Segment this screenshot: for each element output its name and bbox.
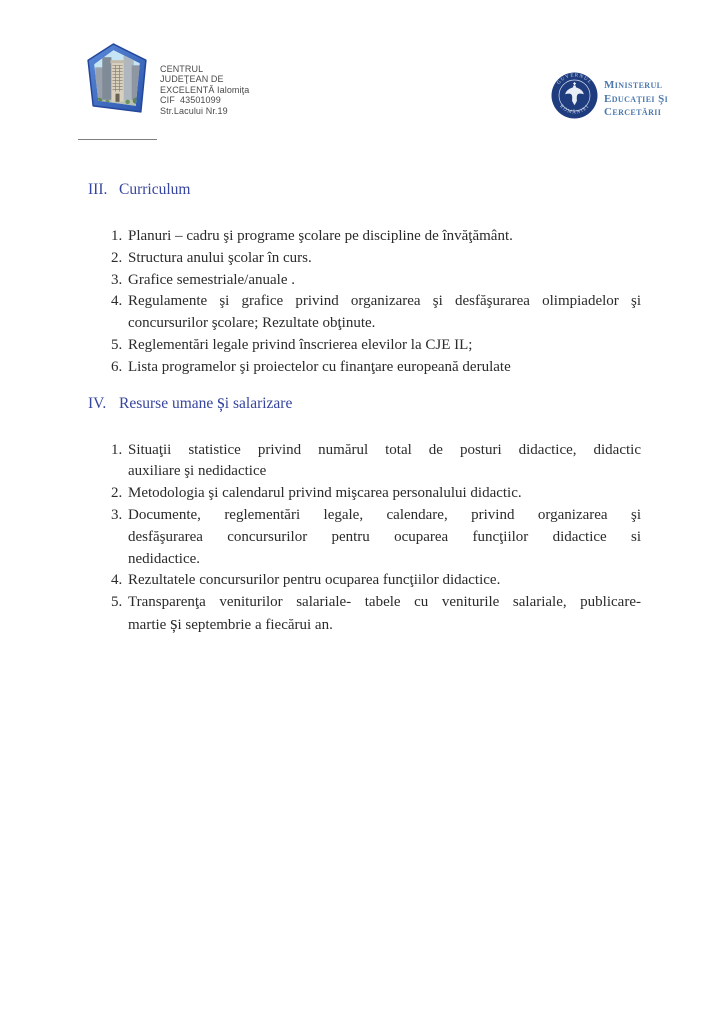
oversized-s-glyph: ș [170, 612, 178, 634]
section-number: IV. [88, 394, 107, 412]
list-item-line: desfăşurarea concursurilor pentru ocuparea funcţiilor didactice si [128, 528, 641, 545]
list-item [126, 335, 641, 357]
seal-text-top: GUVERNUL [556, 73, 593, 86]
list-item-line: concursurilor şcolare; Rezultate obţinute. [128, 315, 376, 332]
list-item [126, 570, 641, 592]
list-item-line: 3. Documente, reglementări legale, calendare, privind organizarea şi [128, 506, 641, 523]
list-item [126, 357, 641, 379]
org-address-block [160, 64, 249, 116]
list-item [126, 483, 641, 505]
section-title-oversized-glyph: ș [217, 390, 225, 413]
section-heading-resurse-umane [88, 390, 641, 413]
list-item-line: nedidactice. [128, 550, 201, 567]
list-item-line: 3. Grafice semestriale/anuale . [128, 271, 295, 288]
list-item [126, 592, 641, 637]
seal-text-bottom: ROMÂNIEI [558, 104, 591, 116]
resurse-umane-list [88, 440, 641, 637]
list-item-line: 1. Situaţii statistice privind numărul total de posturi didactice, didactic [128, 441, 641, 458]
org-line: Str.Lacului Nr.19 [160, 105, 228, 116]
header-divider [78, 139, 157, 140]
section-title: Curriculum [119, 181, 191, 198]
org-line: JUDEŢEAN DE [160, 74, 224, 85]
ministry-name-block [604, 79, 668, 120]
org-line: CIF 43501099 [160, 95, 221, 106]
list-item-line: 2. Structura anului şcolar în curs. [128, 249, 312, 266]
list-item-line [128, 614, 641, 637]
list-item [126, 440, 641, 484]
section-heading-curriculum [88, 180, 641, 199]
list-item-line: 5. Reglementări legale privind înscrierea elevilor la CJE IL; [128, 336, 473, 353]
list-item-line: 6. Lista programelor şi proiectelor cu finanţare europeană derulate [128, 358, 511, 375]
list-item-line: 2. Metodologia şi calendarul privind mişcarea personalului didactic. [128, 485, 522, 502]
government-seal-icon [551, 72, 598, 119]
list-item-line-part: martie [128, 616, 171, 633]
ministry-line: Educaţiei Şi [604, 92, 669, 105]
section-title: Resurse umane [119, 394, 218, 412]
list-item [126, 291, 641, 335]
list-item-line: 4. Regulamente şi grafice privind organizarea şi desfăşurarea olimpiadelor şi [128, 293, 641, 310]
org-line: CENTRUL [160, 64, 204, 74]
list-item-line: auxiliare şi nedidactice [128, 463, 267, 480]
curriculum-list [88, 226, 641, 379]
list-item [126, 226, 641, 248]
list-item-line: 5. Transparenţa veniturilor salariale- tabele cu veniturile salariale, publicare- [128, 594, 641, 611]
ministry-line: Cercetării [604, 106, 662, 118]
cje-building-logo-icon [86, 43, 149, 117]
org-line: EXCELENTĂ Ialomiţa [160, 84, 250, 95]
ministry-line: Ministerul [604, 79, 663, 91]
list-item-line: 1. Planuri – cadru şi programe şcolare pe discipline de învăţământ. [128, 228, 513, 244]
document-body [88, 180, 641, 637]
section-title: i salarizare [224, 394, 293, 412]
list-item [126, 505, 641, 570]
section-number: III. [88, 181, 108, 198]
list-item [126, 248, 641, 270]
list-item-line-part: i septembrie a fiecărui an. [177, 616, 333, 633]
list-item [126, 270, 641, 292]
list-item-line: 4. Rezultatele concursurilor pentru ocuparea funcţiilor didactice. [128, 572, 501, 589]
